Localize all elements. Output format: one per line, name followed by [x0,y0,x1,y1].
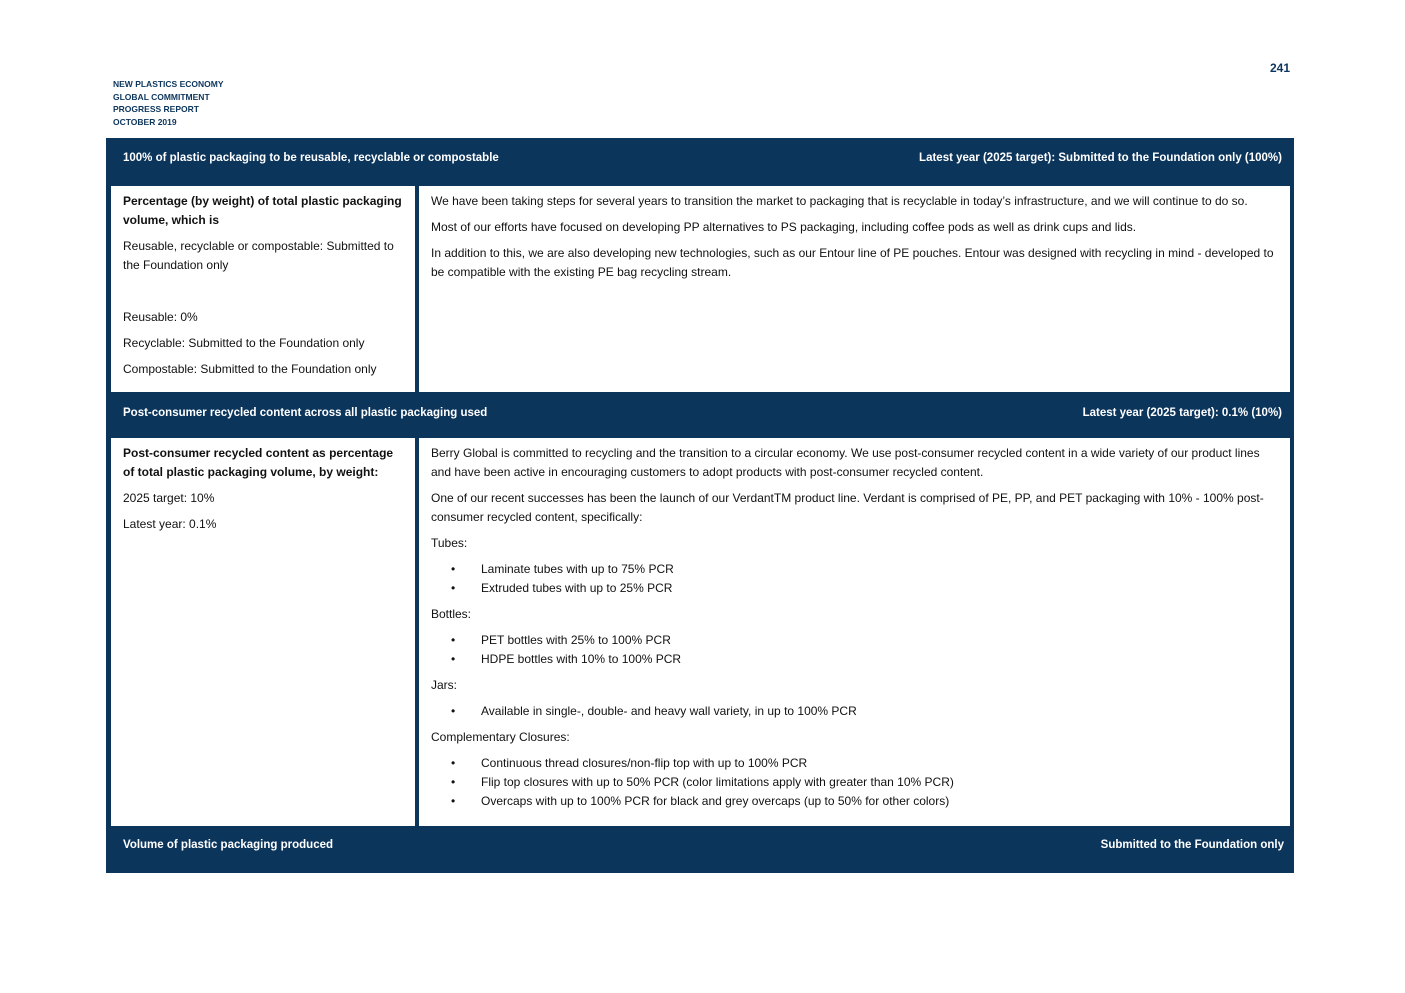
narrative-cell-recycled-content [419,438,1290,826]
list-item: • PET bottles with 25% to 100% PCR [431,631,1280,650]
metric-cell-recycled-content [111,438,415,826]
narrative-paragraph: We have been taking steps for several years to transition the market to packaging that is recyclable in today’s infrastructure, and we will continue to do so. [431,194,1248,208]
metric-latest-value: Latest year: 0.1% [123,517,217,531]
product-list-bottles [431,631,1280,669]
product-list-closures [431,754,1280,811]
commitment-table [106,138,1294,873]
report-header-line: GLOBAL COMMITMENT [113,91,210,102]
product-list-jars [431,702,1280,721]
report-header-line: OCTOBER 2019 [113,116,177,127]
list-item: • Available in single-, double- and heavy wall variety, in up to 100% PCR [431,702,1280,721]
list-item: • Extruded tubes with up to 25% PCR [431,579,1280,598]
section-bar-title: 100% of plastic packaging to be reusable, recyclable or compostable [123,152,499,164]
page-number: 241 [1269,61,1290,75]
section-bar-status: Latest year (2025 target): 0.1% (10%) [1082,407,1282,419]
metric-heading: Percentage (by weight) of total plastic packaging volume, which is [123,194,402,227]
section-bar-status: Submitted to the Foundation only [1100,839,1284,851]
product-group-label: Complementary Closures: [431,730,570,744]
report-header-line: PROGRESS REPORT [113,104,199,114]
narrative-paragraph: In addition to this, we are also developing new technologies, such as our Entour line of PE pouches. Entour was designed with recycling in mind - developed to be compatible with the existing PE bag recycling stream. [431,246,1274,279]
list-item: • Laminate tubes with up to 75% PCR [431,560,1280,579]
narrative-paragraph: Berry Global is committed to recycling and the transition to a circular economy. We use post-consumer recycled content in a wide variety of our product lines and have been active in encouraging customers to adopt products with post-consumer recycled content. [431,446,1260,479]
list-item: • Continuous thread closures/non-flip top with up to 100% PCR [431,754,1280,773]
report-header-line: NEW PLASTICS ECONOMY [113,79,224,89]
report-header [113,78,224,128]
metric-rrc-value: Reusable, recyclable or compostable: Submitted to the Foundation only [123,239,394,272]
section-bar-title: Volume of plastic packaging produced [123,839,334,851]
metric-recyclable-value: Recyclable: Submitted to the Foundation only [123,336,365,350]
section-bar-volume [106,828,1294,862]
section-bar-title: Post-consumer recycled content across all plastic packaging used [123,407,488,419]
section-bar-recycled-content [106,392,1294,434]
metric-reusable-value: Reusable: 0% [123,310,198,324]
narrative-cell-reusable [419,186,1290,392]
narrative-paragraph: One of our recent successes has been the launch of our VerdantTM product line. Verdant is comprised of PE, PP, and PET packaging with 10% - 100% post-consumer recycled content, specifically: [431,491,1264,524]
metric-compostable-value: Compostable: Submitted to the Foundation only [123,362,377,376]
list-item: • Overcaps with up to 100% PCR for black and grey overcaps (up to 50% for other colors) [431,792,1280,811]
section-bar-reusable-recyclable [106,138,1294,178]
product-group-label: Bottles: [431,607,472,621]
list-item: • HDPE bottles with 10% to 100% PCR [431,650,1280,669]
metric-cell-reusable [111,186,415,392]
list-item: • Flip top closures with up to 50% PCR (color limitations apply with greater than 10% PCR) [431,773,1280,792]
section-bar-status: Latest year (2025 target): Submitted to the Foundation only (100%) [919,152,1282,164]
metric-target-value: 2025 target: 10% [123,491,215,505]
product-group-label: Tubes: [431,536,468,550]
product-group-label: Jars: [431,678,458,692]
narrative-paragraph: Most of our efforts have focused on developing PP alternatives to PS packaging, including coffee pods as well as drink cups and lids. [431,220,1137,234]
product-list-tubes [431,560,1280,598]
metric-heading: Post-consumer recycled content as percentage of total plastic packaging volume, by weight: [123,446,394,479]
